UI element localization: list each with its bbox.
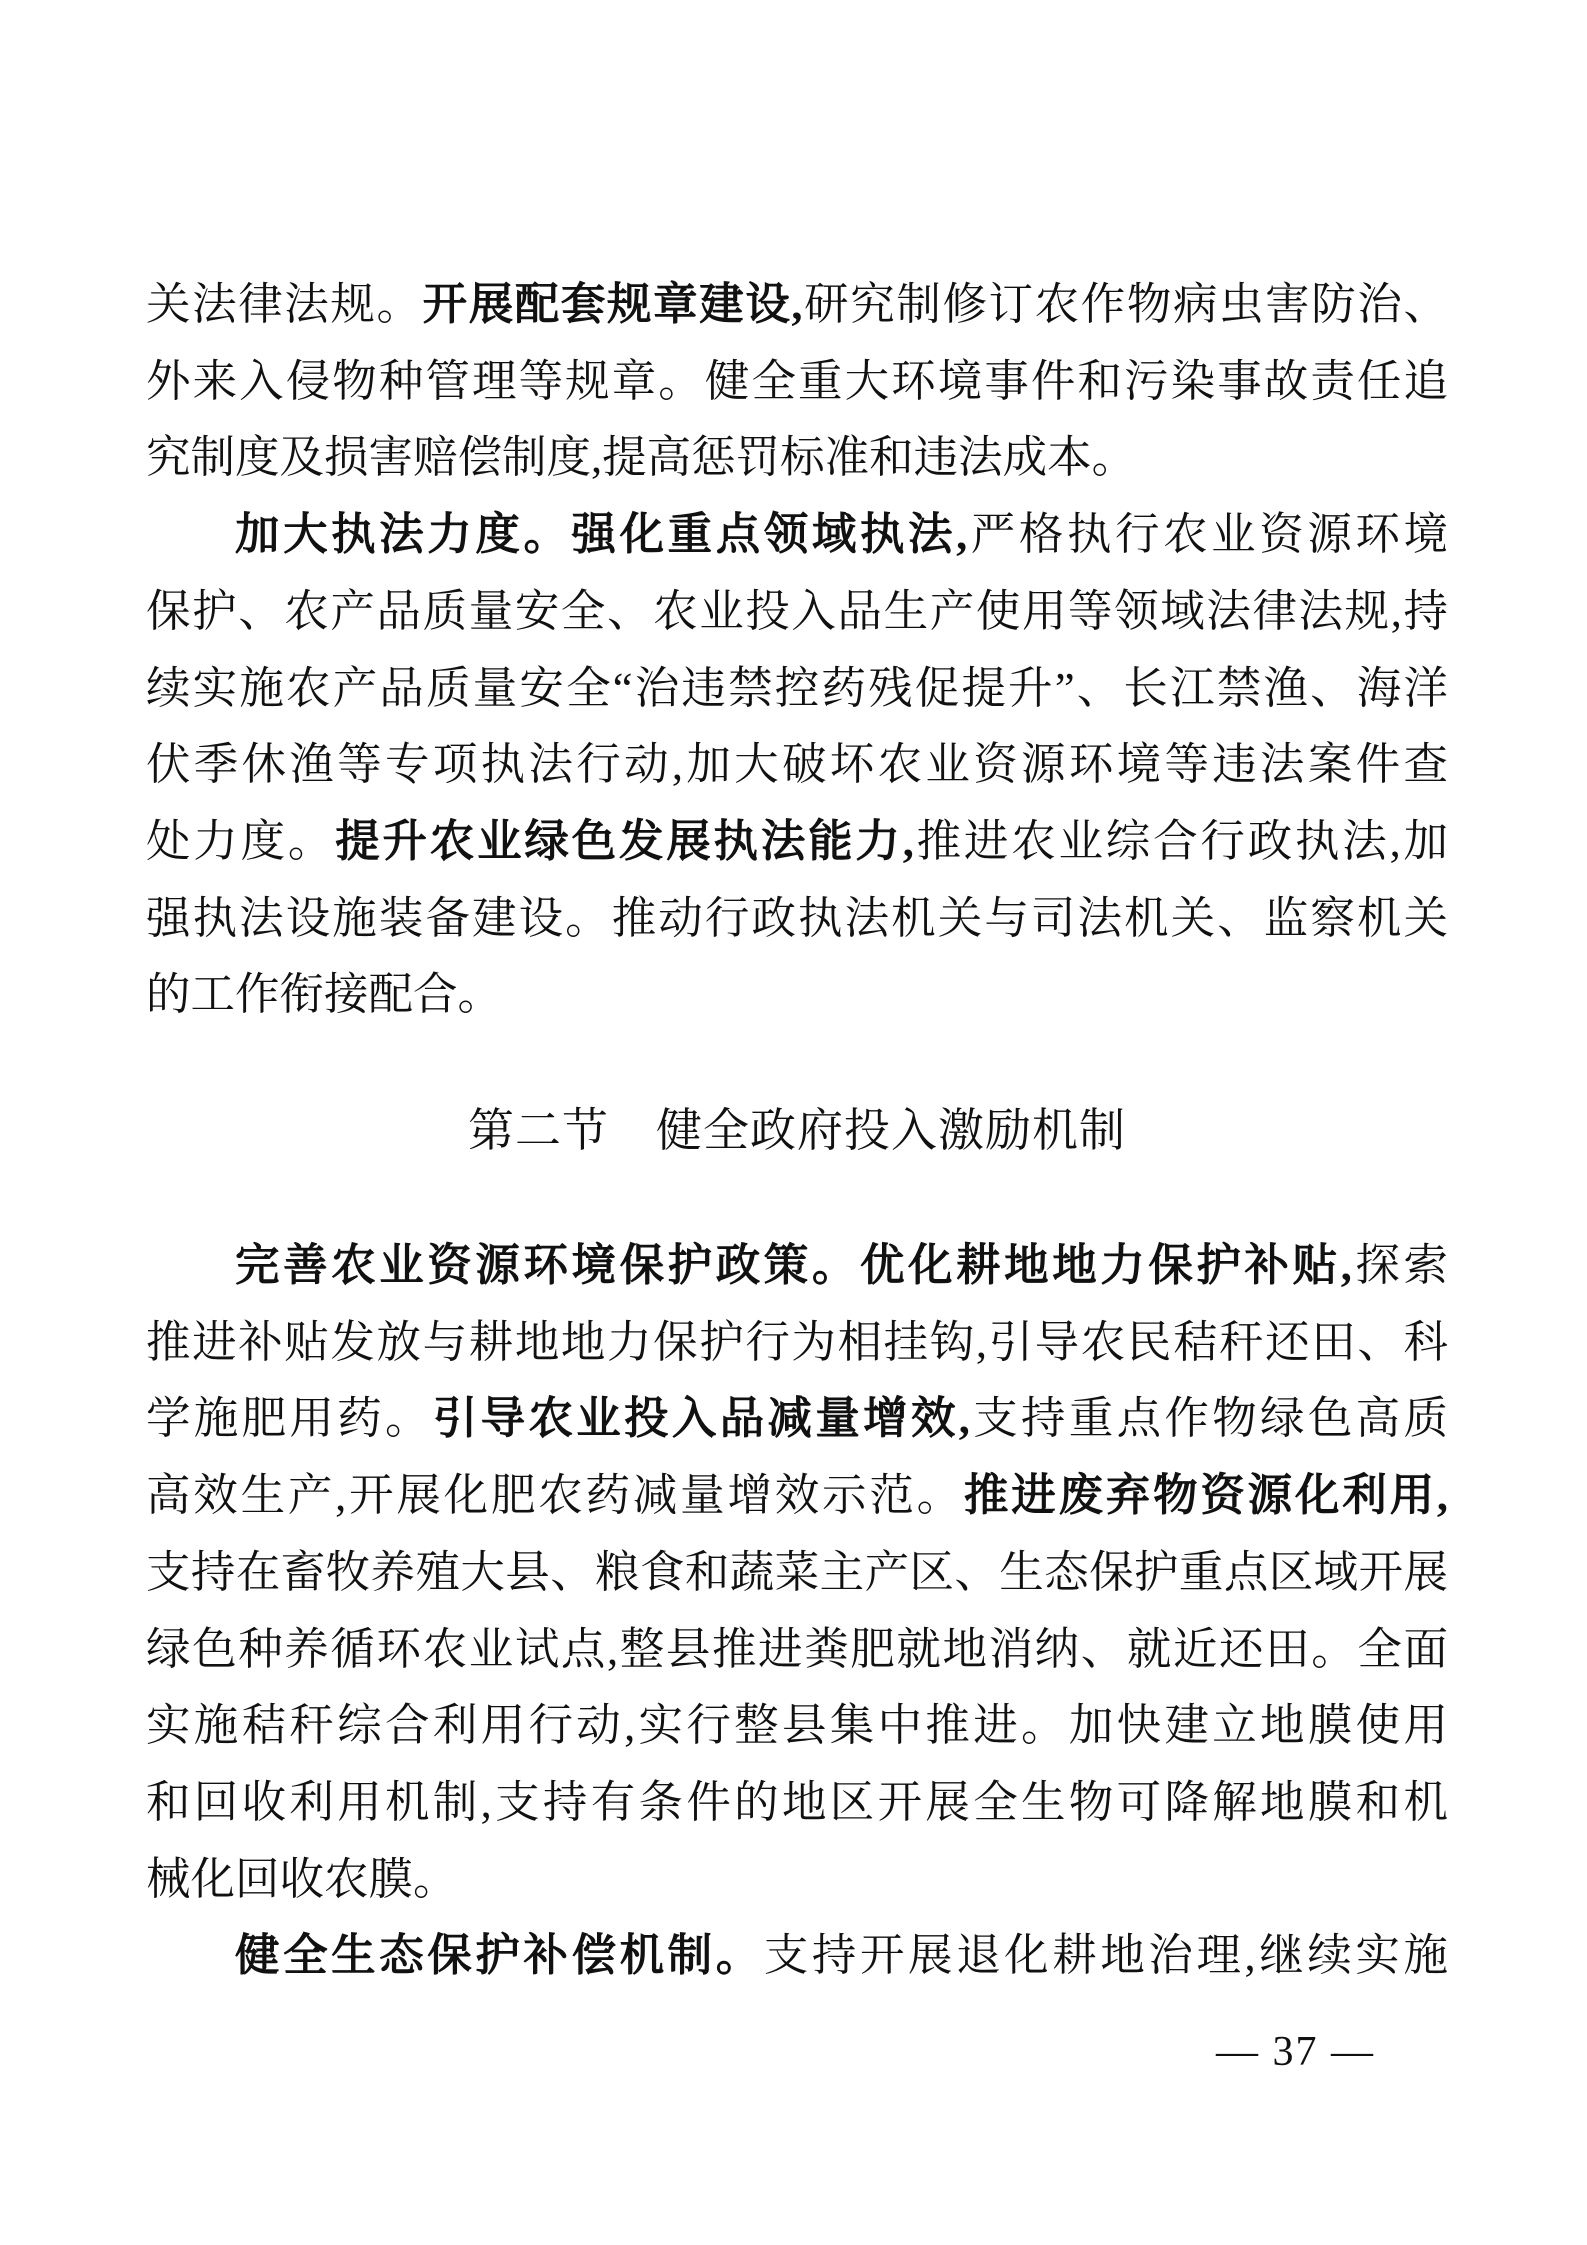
text-line (146, 1764, 1448, 1841)
text-line (146, 266, 1448, 343)
text-line (146, 650, 1448, 727)
body-text: 支持在畜牧养殖大县、粮食和蔬菜主产区、生态保护重点区域开展 (146, 1546, 1448, 1597)
body-text: 的工作衔接配合。 (146, 969, 503, 1020)
text-line (146, 496, 1448, 573)
text-line (146, 1304, 1448, 1381)
text-line (146, 419, 1448, 496)
emphasis-text: 完善农业资源环境保护政策。优化耕地地力保护补贴, (235, 1240, 1352, 1291)
text-line (146, 343, 1448, 420)
text-line (146, 1227, 1448, 1304)
body-text: 学施肥用药。 (146, 1393, 433, 1444)
text-line (146, 803, 1448, 880)
body-text: 探索 (1351, 1240, 1448, 1291)
text-line (146, 1380, 1448, 1457)
body-text: 外来入侵物种管理等规章。健全重大环境事件和污染事故责任追 (146, 355, 1448, 406)
text-line (146, 880, 1448, 957)
body-text: 研究制修订农作物病虫害防治、 (802, 279, 1448, 329)
section-heading: 第二节 健全政府投入激励机制 (468, 1105, 1126, 1157)
body-text: 严格执行农业资源环境 (967, 509, 1448, 560)
body-text: 和回收利用机制,支持有条件的地区开展全生物可降解地膜和机 (146, 1776, 1448, 1827)
body-text: 支持开展退化耕地治理,继续实施 (763, 1930, 1448, 1981)
emphasis-text: 推进废弃物资源化利用, (963, 1470, 1448, 1521)
text-line (146, 573, 1448, 650)
emphasis-text: 开展配套规章建设, (422, 279, 803, 329)
text-line (146, 1687, 1448, 1764)
page-number: — 37 — (1216, 2029, 1375, 2075)
body-text: 处力度。 (146, 815, 336, 866)
emphasis-text: 加大执法力度。强化重点领域执法, (235, 509, 968, 560)
body-text: 关法律法规。 (146, 279, 423, 329)
emphasis-text: 提升农业绿色发展执法能力, (335, 815, 914, 866)
text-line (146, 956, 1448, 1033)
text-line (146, 1534, 1448, 1611)
text-line (146, 726, 1448, 803)
body-text: 伏季休渔等专项执法行动,加大破坏农业资源环境等违法案件查 (146, 739, 1448, 790)
body-text: 绿色种养循环农业试点,整县推进粪肥就地消纳、就近还田。全面 (146, 1623, 1448, 1674)
body-text: 支持重点作物绿色高质 (969, 1393, 1448, 1444)
emphasis-text: 引导农业投入品减量增效, (432, 1393, 970, 1444)
body-text: 续实施农产品质量安全“治违禁控药残促提升”、长江禁渔、海洋 (146, 662, 1448, 713)
body-text: 实施秸秆综合利用行动,实行整县集中推进。加快建立地膜使用 (146, 1700, 1448, 1751)
text-line (146, 1917, 1448, 1994)
emphasis-text: 健全生态保护补偿机制。 (235, 1930, 764, 1981)
body-text: 推进补贴发放与耕地地力保护行为相挂钩,引导农民秸秆还田、科 (146, 1316, 1448, 1367)
body-text: 推进农业综合行政执法,加 (913, 815, 1448, 866)
body-text: 械化回收农膜。 (146, 1853, 458, 1904)
document-body (146, 266, 1448, 1994)
body-text: 究制度及损害赔偿制度,提高惩罚标准和违法成本。 (146, 432, 1137, 483)
text-line (146, 1457, 1448, 1534)
text-line (146, 1841, 1448, 1918)
text-line (146, 1611, 1448, 1688)
body-text: 保护、农产品质量安全、农业投入品生产使用等领域法律法规,持 (146, 585, 1448, 636)
body-text: 强执法设施装备建设。推动行政执法机关与司法机关、监察机关 (146, 892, 1448, 943)
body-text: 高效生产,开展化肥农药减量增效示范。 (146, 1470, 964, 1521)
